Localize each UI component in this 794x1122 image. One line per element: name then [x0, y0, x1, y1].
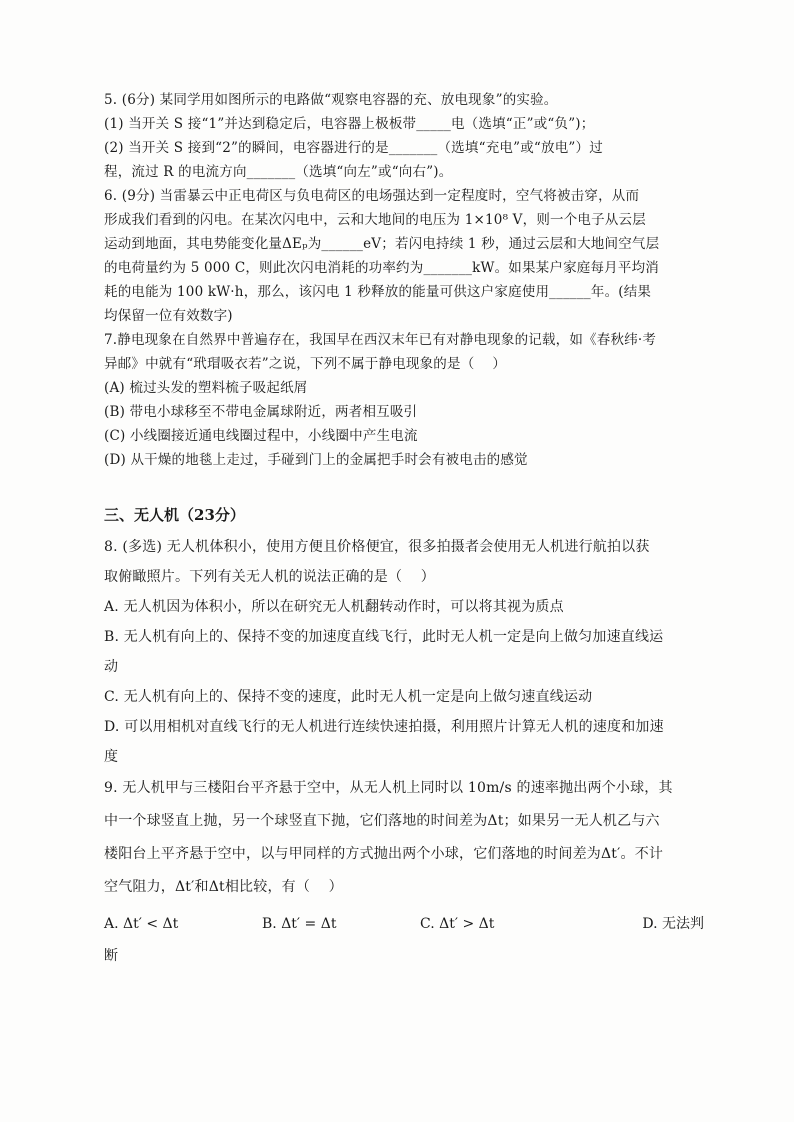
question-7 — [104, 328, 704, 472]
exam-content — [104, 88, 704, 970]
q9-option-b: B. Δt′ = Δt — [262, 916, 337, 932]
q8-option-b-cont: 动 — [104, 659, 119, 675]
q7-option-d: (D) 从干燥的地毯上走过，手碰到门上的金属把手时会有被电击的感觉 — [104, 452, 528, 468]
section-3-title: 三、无人机（23分） — [104, 506, 245, 524]
q9-line: 楼阳台上平齐悬于空中，以与甲同样的方式抛出两个小球，它们落地的时间差为Δt′。不计 — [104, 846, 664, 862]
q8-option-a: A. 无人机因为体积小，所以在研究无人机翻转动作时，可以将其视为质点 — [104, 599, 564, 615]
question-8 — [104, 532, 704, 772]
q9-option-d-cont: 断 — [104, 948, 118, 964]
q9-line: 9. 无人机甲与三楼阳台平齐悬于空中，从无人机上同时以 10m/s 的速率抛出两个小球，其 — [104, 780, 673, 796]
q7-line: 7.静电现象在自然界中普遍存在，我国早在西汉末年已有对静电现象的记载，如《春秋纬·考 — [104, 332, 657, 348]
q6-line: 6. (9分) 当雷暴云中正电荷区与负电荷区的电场强达到一定程度时，空气将被击穿，从而 — [104, 188, 640, 204]
q8-line: 8. (多选) 无人机体积小，使用方便且价格便宜，很多拍摄者会使用无人机进行航拍以获 — [104, 539, 650, 555]
question-9 — [104, 772, 704, 904]
q7-option-b: (B) 带电小球移至不带电金属球附近，两者相互吸引 — [104, 404, 418, 420]
q8-line: 取俯瞰照片。下列有关无人机的说法正确的是（ ） — [104, 569, 435, 585]
q8-option-d: D. 可以用相机对直线飞行的无人机进行连续快速拍摄，利用照片计算无人机的速度和加速 — [104, 719, 664, 735]
q9-option-d: D. 无法判 — [642, 916, 704, 932]
q5-line: (1) 当开关 S 接“1”并达到稳定后，电容器上极板带_____电（选填“正”或“负”)； — [104, 116, 595, 132]
question-6 — [104, 184, 704, 328]
q8-option-b: B. 无人机有向上的、保持不变的加速度直线飞行，此时无人机一定是向上做匀加速直线运 — [104, 629, 664, 645]
q5-line: 5. (6分) 某同学用如图所示的电路做“观察电容器的充、放电现象”的实验。 — [104, 92, 558, 108]
q7-line: 异邮》中就有“玳瑁吸衣若”之说，下列不属于静电现象的是（ ） — [104, 356, 507, 372]
q8-option-d-cont: 度 — [104, 749, 119, 765]
q5-line: (2) 当开关 S 接到“2”的瞬间，电容器进行的是_______（选填“充电”或“放电”）过 — [104, 140, 603, 156]
q9-line: 中一个球竖直上抛，另一个球竖直下抛，它们落地的时间差为Δt；如果另一无人机乙与六 — [104, 813, 660, 829]
q6-line: 的电荷量约为 5 000 C，则此次闪电消耗的功率约为_______kW。如果某户家庭每月平均消 — [104, 260, 659, 276]
q9-option-c: C. Δt′ > Δt — [420, 916, 495, 932]
q7-option-a: (A) 梳过头发的塑料梳子吸起纸屑 — [104, 380, 308, 396]
q6-line: 形成我们看到的闪电。在某次闪电中，云和大地间的电压为 1×10⁸ V，则一个电子从云层 — [104, 212, 646, 228]
q7-option-c: (C) 小线圈接近通电线圈过程中，小线圈中产生电流 — [104, 428, 418, 444]
q6-line: 运动到地面，其电势能变化量ΔEₚ为______eV；若闪电持续 1 秒，通过云层和大地间空气层 — [104, 236, 660, 252]
q8-option-c: C. 无人机有向上的、保持不变的速度，此时无人机一定是向上做匀速直线运动 — [104, 689, 593, 705]
question-5 — [104, 88, 704, 184]
q5-line: 程，流过 R 的电流方向_______（选填“向左”或“向右”)。 — [104, 164, 453, 180]
q9-option-a: A. Δt′ < Δt — [104, 916, 179, 932]
q6-line: 耗的电能为 100 kW·h，那么，该闪电 1 秒释放的能量可供这户家庭使用______年。(结果 — [104, 284, 652, 300]
q9-choices — [104, 906, 704, 942]
q9-line: 空气阻力，Δt′和Δt相比较，有（ ） — [104, 879, 343, 895]
q6-line: 均保留一位有效数字) — [104, 308, 233, 324]
